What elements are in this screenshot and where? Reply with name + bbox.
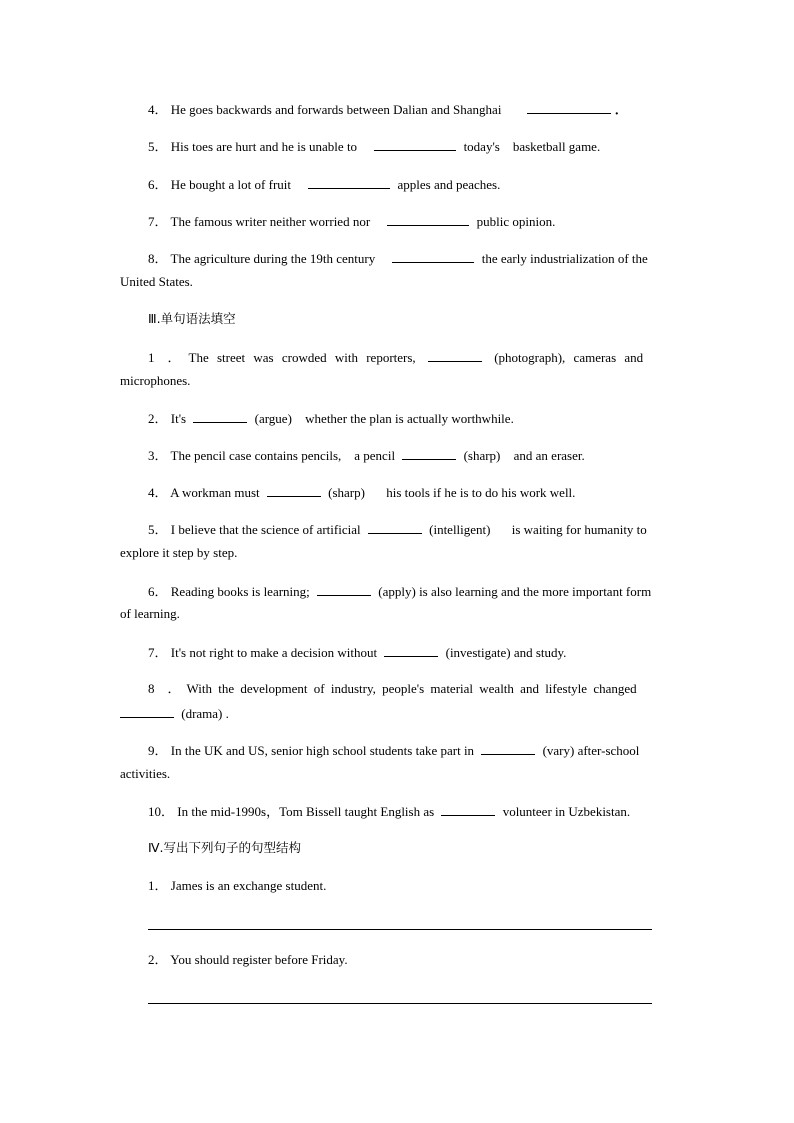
- item-text: The street was crowded with reporters,: [188, 350, 416, 365]
- section-4-title: Ⅳ.写出下列句子的句型结构: [148, 840, 302, 855]
- answer-blank[interactable]: [441, 803, 495, 816]
- answer-blank[interactable]: [481, 742, 535, 755]
- s3-item-8: [148, 681, 675, 697]
- item-hint: (investigate) and study.: [445, 645, 567, 660]
- s4-item-1: [148, 878, 675, 894]
- s3-item-9-cont: activities.: [120, 766, 171, 781]
- s3-item-1-cont: microphones.: [120, 373, 191, 388]
- s2-item-5: [148, 138, 675, 155]
- s3-item-8-cont: [120, 705, 675, 722]
- item-number: 7．: [148, 214, 168, 229]
- item-text: In the mid-1990s，Tom Bissell taught English as: [177, 804, 435, 819]
- item-text: his tools if he is to do his work well.: [386, 485, 576, 500]
- item-hint: (intelligent): [429, 522, 491, 537]
- item-text: The famous writer neither worried nor: [170, 214, 371, 229]
- item-text: He bought a lot of fruit: [170, 177, 291, 192]
- item-hint: (sharp): [463, 448, 501, 463]
- item-text: today's basketball game.: [463, 139, 601, 154]
- s3-item-10: [148, 803, 675, 820]
- answer-line[interactable]: [148, 1003, 652, 1004]
- answer-blank[interactable]: [387, 213, 469, 226]
- item-number: 5．: [148, 139, 168, 154]
- s3-item-6-cont: of learning.: [120, 606, 180, 621]
- answer-blank[interactable]: [308, 176, 390, 189]
- item-text: It's not right to make a decision without: [170, 645, 378, 660]
- answer-blank[interactable]: [368, 521, 422, 534]
- item-text: With the development of industry, people's material wealth and lifestyle changed: [186, 681, 637, 696]
- answer-line[interactable]: [148, 929, 652, 930]
- s3-item-5-cont: explore it step by step.: [120, 545, 238, 560]
- item-text: is waiting for humanity to: [511, 522, 647, 537]
- item-hint: (vary) after-school: [542, 743, 640, 758]
- s3-item-1: [148, 349, 675, 366]
- item-text: In the UK and US, senior high school students take part in: [170, 743, 475, 758]
- s3-item-4: [148, 484, 675, 501]
- item-number: 7．: [148, 645, 168, 660]
- s2-item-8: [148, 250, 675, 267]
- s3-item-7: [148, 644, 675, 661]
- item-number: 3．: [148, 448, 168, 463]
- s3-item-9: [148, 742, 675, 759]
- item-hint: (photograph), cameras and: [494, 350, 644, 365]
- item-text: It's: [170, 411, 187, 426]
- item-hint: (sharp): [328, 485, 365, 500]
- item-number: 6．: [148, 584, 168, 599]
- item-text: public opinion.: [476, 214, 556, 229]
- item-text: ．: [614, 102, 628, 117]
- s3-item-2: [148, 410, 675, 427]
- item-text: and an eraser.: [513, 448, 585, 463]
- answer-blank[interactable]: [193, 410, 247, 423]
- answer-blank[interactable]: [120, 705, 174, 718]
- item-number: 4．: [148, 102, 168, 117]
- s2-item-8-cont: United States.: [120, 274, 193, 289]
- item-number: 8．: [148, 251, 168, 266]
- item-hint: (argue): [254, 411, 292, 426]
- answer-blank[interactable]: [374, 138, 456, 151]
- item-number: 6．: [148, 177, 168, 192]
- item-hint: (apply) is also learning and the more important form: [378, 584, 652, 599]
- s3-item-6: [148, 583, 675, 600]
- item-text: James is an exchange student.: [170, 878, 327, 893]
- item-number: 2．: [148, 952, 168, 967]
- s3-item-5: [148, 521, 675, 538]
- answer-blank[interactable]: [384, 644, 438, 657]
- item-hint: (drama) .: [181, 706, 229, 721]
- item-number: 8 ．: [148, 681, 181, 696]
- item-number: 10．: [148, 804, 175, 819]
- item-text: the early industrialization of the: [481, 251, 648, 266]
- item-text: Reading books is learning;: [170, 584, 310, 599]
- item-text: His toes are hurt and he is unable to: [170, 139, 358, 154]
- s2-item-7: [148, 213, 675, 230]
- answer-blank[interactable]: [428, 349, 482, 362]
- item-number: 1．: [148, 878, 168, 893]
- item-text: The pencil case contains pencils, a pencil: [170, 448, 396, 463]
- s2-item-4: [148, 101, 675, 118]
- item-text: apples and peaches.: [397, 177, 501, 192]
- answer-blank[interactable]: [317, 583, 371, 596]
- item-number: 1 ．: [148, 350, 181, 365]
- answer-blank[interactable]: [267, 484, 321, 497]
- answer-blank[interactable]: [402, 447, 456, 460]
- item-number: 5．: [148, 522, 168, 537]
- item-number: 4．: [148, 485, 168, 500]
- s4-item-2: [148, 952, 675, 968]
- item-number: 2．: [148, 411, 168, 426]
- item-text: volunteer in Uzbekistan.: [502, 804, 631, 819]
- item-text: whether the plan is actually worthwhile.: [305, 411, 514, 426]
- section-3-title: Ⅲ.单句语法填空: [148, 311, 236, 326]
- item-number: 9．: [148, 743, 168, 758]
- item-text: I believe that the science of artificial: [170, 522, 361, 537]
- item-text: A workman must: [170, 485, 260, 500]
- s2-item-6: [148, 176, 675, 193]
- item-text: He goes backwards and forwards between Dalian and Shanghai: [170, 102, 502, 117]
- item-text: The agriculture during the 19th century: [170, 251, 376, 266]
- answer-blank[interactable]: [392, 250, 474, 263]
- answer-blank[interactable]: [527, 101, 611, 114]
- item-text: You should register before Friday.: [170, 952, 348, 967]
- s3-item-3: [148, 447, 675, 464]
